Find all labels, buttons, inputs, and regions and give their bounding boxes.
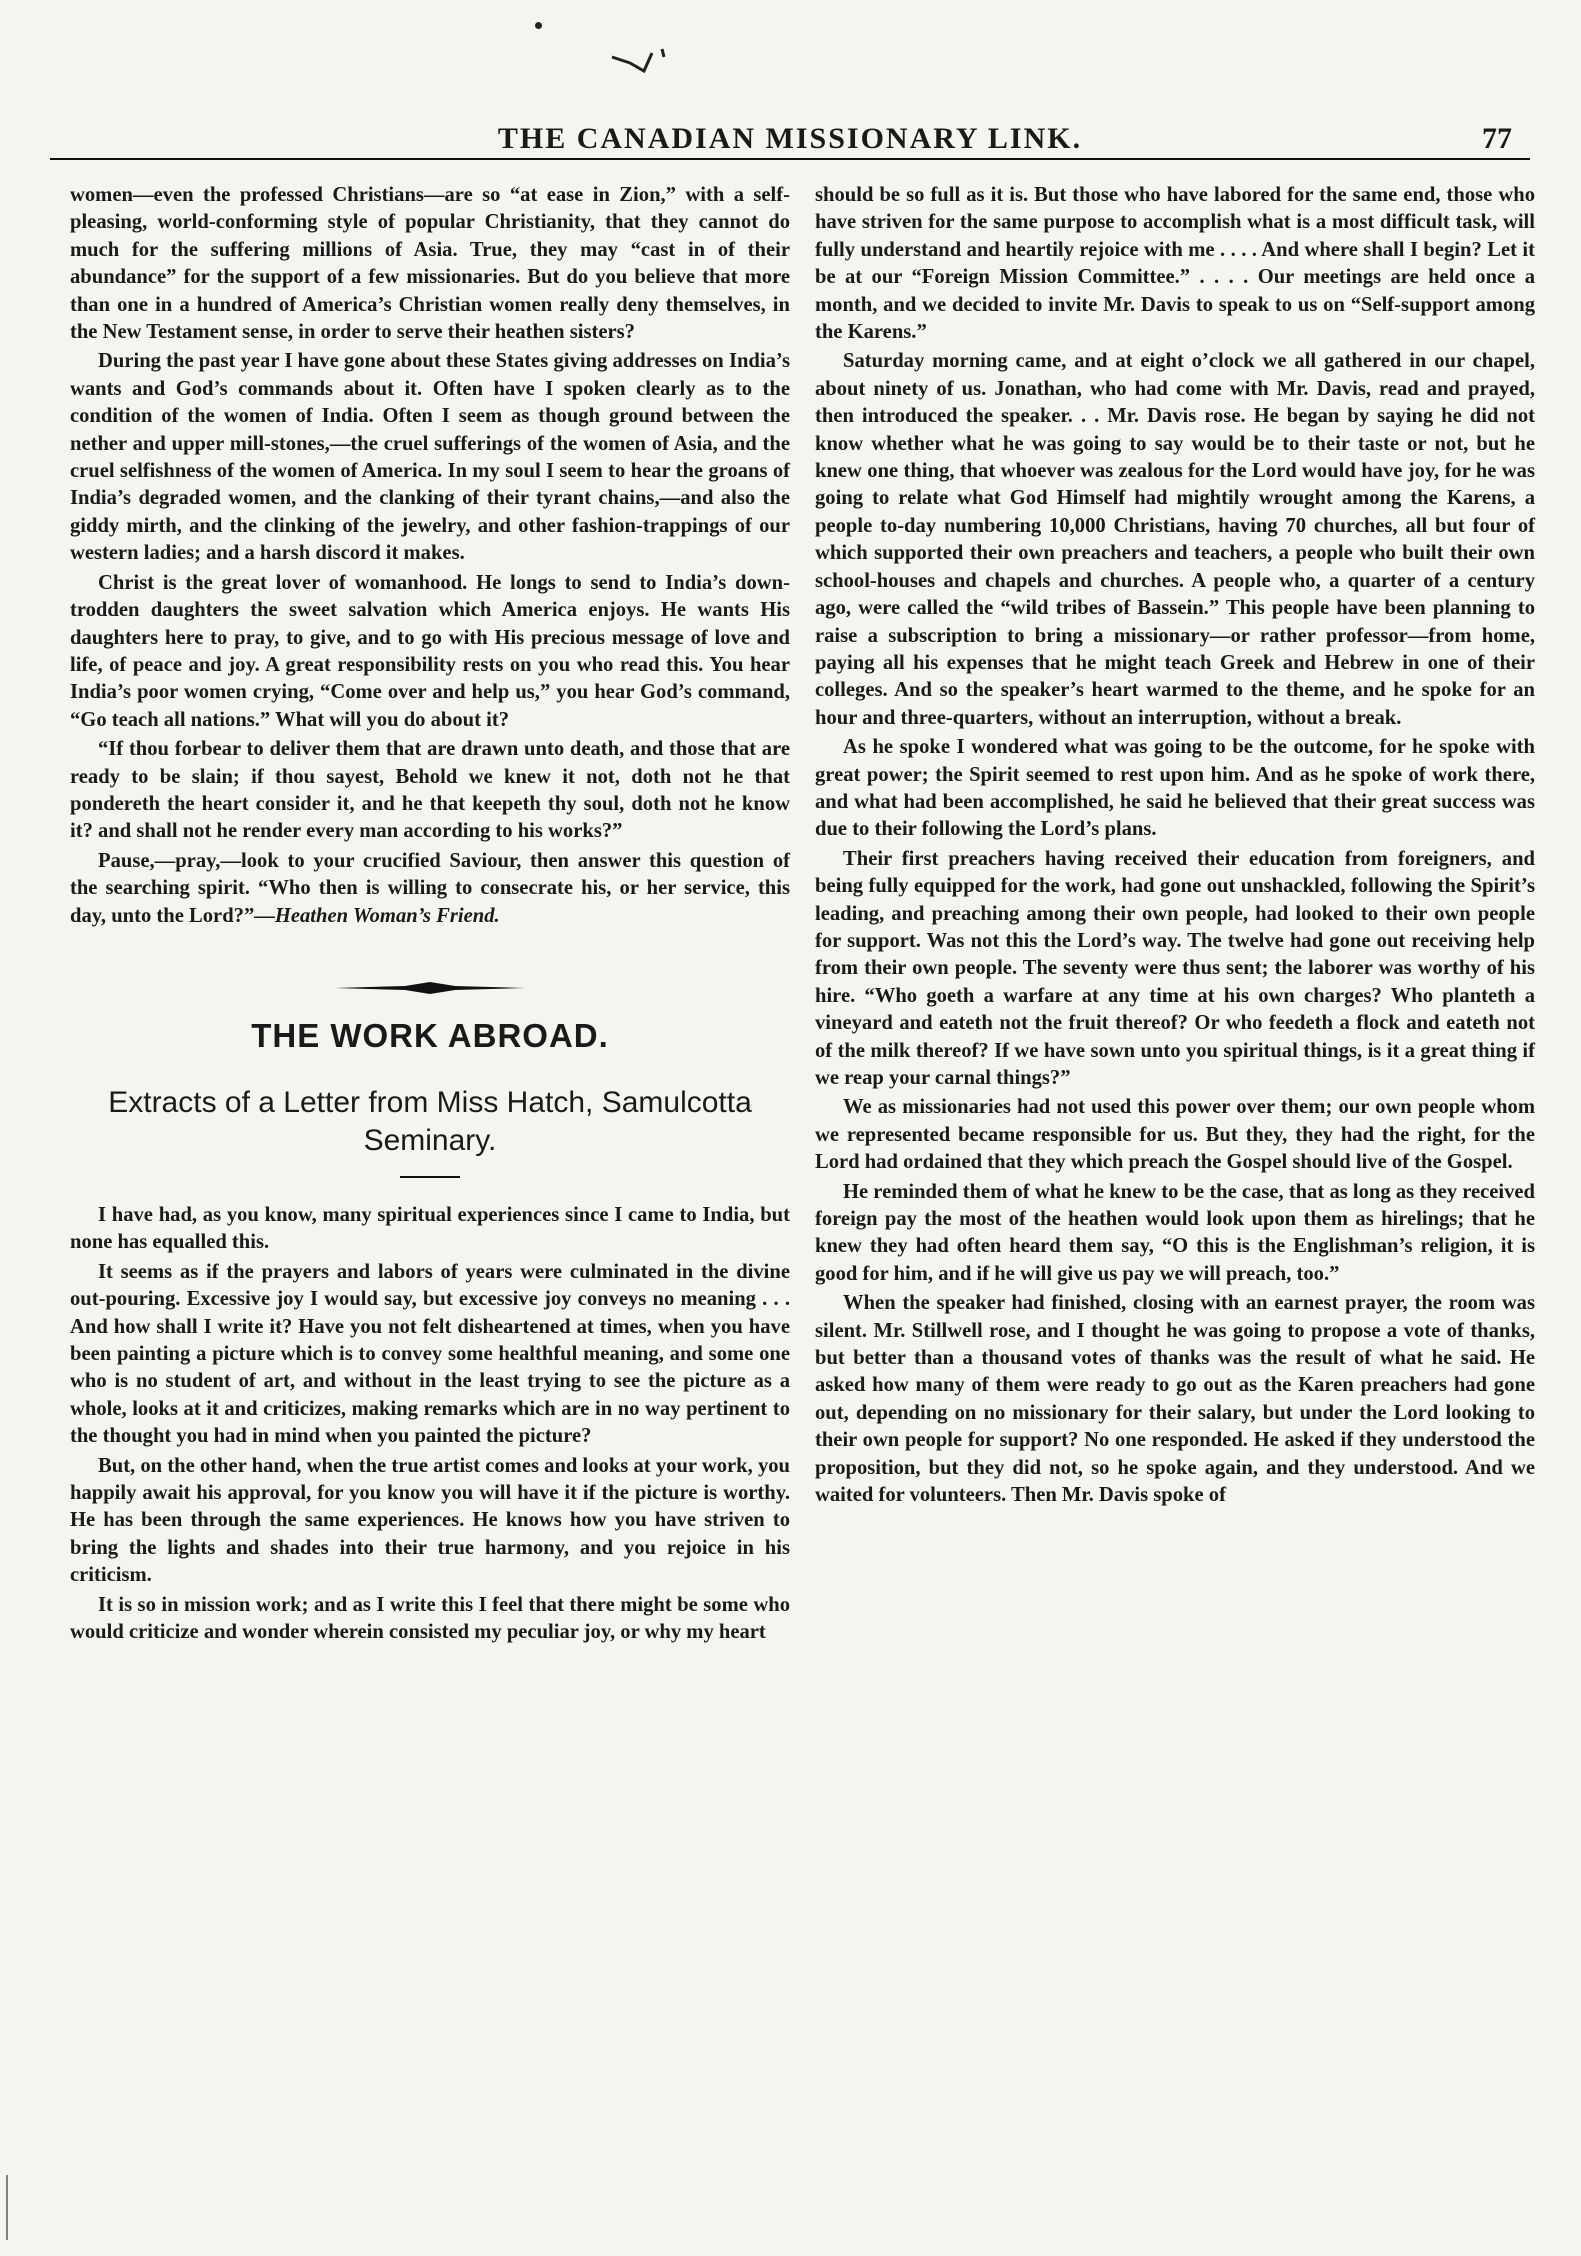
paragraph: He reminded them of what he knew to be the case, that as long as they received foreign pay the most of the heathen would look upon them as hirelings; that he knew they had often heard them say, “O this is the Englishman’s religion, it is good for him, and if he will give us pay we will preach, too.” (815, 1180, 1535, 1285)
paragraph (70, 848, 790, 930)
paragraph: We as missionaries had not used this power over them; our own people whom we represented became responsible for us. But they, they had the right, for the Lord had ordained that they which preach the Gospel should live of the Gospel. (815, 1096, 1535, 1174)
paragraph: Saturday morning came, and at eight o’clock we all gathered in our chapel, about ninety of us. Jonathan, who had come with Mr. Davis, read and prayed, then introduced the speaker. . . Mr. Davis rose. He began by saying he did not know whether what he was going to say would be to their taste or not, but he knew one thing, that whoever was zealous for the Lord would have joy, for he was going to relate what God Himself had mightily wrought among the Karens, a people to-day numbering 10,000 Christians, having 70 churches, all but four of which supported their own preachers and teachers, a people who built their own school-houses and chapels and churches. A people who, a quarter of a century ago, were called the “wild tribes of Bassein.” This people have been planning to raise a subscription to bring a missionary—or rather professor—from home, paying all his expenses that he might teach Greek and Hebrew in one of their colleges. And so the speaker’s heart warmed to the theme, and he spoke for an hour and three-quarters, without an interruption, without a break. (815, 350, 1535, 729)
paragraph: During the past year I have gone about these States giving addresses on India’s wants and God’s commands about it. Often have I spoken clearly as to the condition of the women of India. Often I seem as though ground between the nether and upper mill-stones,—the cruel sufferings of the women of Asia, and the cruel selfishness of the women of America. In my soul I seem to hear the groans of India’s degraded women, and the clanking of their tyrant chains,—and also the giddy mirth, and the clinking of the jewelry, and other fashion-trappings of our western ladies; and a harsh discord it makes. (70, 350, 790, 565)
paragraph: It seems as if the prayers and labors of years were culminated in the divine out-pouring. Excessive joy I would say, but excessive joy conveys no meaning . . . And how shall I write it? Have you not felt disheartened at times, when you have been painting a picture which is to convey some healthful meaning, and some one who is no student of art, and without in the least trying to see the picture as a whole, looks at it and criticizes, making remarks which are in no way pertinent to the thought you had in mind when you painted the picture? (70, 1260, 790, 1448)
section-heading: THE WORK ABROAD. (251, 1016, 609, 1054)
left-column (70, 182, 790, 1646)
paragraph: should be so full as it is. But those who have labored for the same end, those who have striven for the same purpose to accomplish what is a most difficult task, will fully understand and heartily rejoice with me . . . . And where shall I begin? Let it be at our “Foreign Mission Committee.” . . . . Our meetings are held once a month, and we decided to invite Mr. Davis to speak to us on “Self-support among the Karens.” (815, 184, 1535, 344)
article-title: Extracts of a Letter from Miss Hatch, Samulcotta Seminary. (108, 1085, 752, 1157)
margin-mark (6, 2175, 8, 2240)
paragraph: women—even the professed Christians—are so “at ease in Zion,” with a self-pleasing, world-conforming style of popular Christianity, that they cannot do much for the suffering millions of Asia. True, they may “cast in of their abundance” for the support of a few missionaries. But do you believe that more than one in a hundred of America’s Christian women really deny themselves, in the New Testament sense, in order to serve their heathen sisters? (70, 184, 790, 344)
attribution: —Heathen Woman’s Friend. (254, 904, 500, 927)
scan-speck (535, 22, 542, 29)
scripture-quote: “If thou forbear to deliver them that are drawn unto death, and those that are ready to be slain; if thou sayest, Behold we knew it not, doth not he that pondereth the heart consider it, and he that keepeth thy soul, doth not he know it? and shall not he render every man according to his works?” (70, 738, 790, 843)
paragraph: When the speaker had finished, closing with an earnest prayer, the room was silent. Mr. Stillwell rose, and I thought he was going to propose a vote of thanks, but better than a thousand votes of thanks was the result of what he said. He asked how many of them were ready to go out as the Karen preachers had gone out, depending on no missionary for their salary, but under the Lord looking to their own people for support? No one responded. He asked if they understood the proposition, but they did not, so he spoke again, and they understood. And we waited for volunteers. Then Mr. Davis spoke of (815, 1292, 1535, 1507)
ornamental-rule (335, 980, 525, 996)
paragraph: But, on the other hand, when the true artist comes and looks at your work, you happily await his approval, for you know you will have it if the picture is worthy. He has been through the same experiences. He knows how you have striven to bring the lights and shades into their true harmony, and you rejoice in his criticism. (70, 1454, 790, 1587)
scan-scribble (610, 45, 680, 75)
paragraph: Christ is the great lover of womanhood. He longs to send to India’s down-trodden daughters the sweet salvation which America enjoys. He wants His daughters here to pray, to give, and to go with His precious message of love and life, of peace and joy. A great responsibility rests on you who read this. You hear India’s poor women crying, “Come over and help us,” you hear God’s command, “Go teach all nations.” What will you do about it? (70, 571, 790, 731)
journal-title: THE CANADIAN MISSIONARY LINK. (497, 122, 1083, 155)
paragraph: It is so in mission work; and as I write this I feel that there might be some who would criticize and wonder wherein consisted my peculiar joy, or why my heart (70, 1593, 790, 1644)
paragraph-text: Pause,—pray,—look to your crucified Saviour, then answer this question of the searching spirit. “Who then is willing to consecrate his, or her service, this day, unto the Lord?” (70, 849, 790, 927)
right-column (815, 182, 1535, 1510)
page-number: 77 (1482, 122, 1512, 155)
running-head (50, 122, 1530, 160)
paragraph: As he spoke I wondered what was going to be the outcome, for he spoke with great power; the Spirit seemed to rest upon him. And as he spoke of work there, and what had been accomplished, he said he believed that their great success was due to their following the Lord’s plans. (815, 736, 1535, 841)
paragraph: Their first preachers having received their education from foreigners, and being fully equipped for the work, had gone out unshackled, following the Spirit’s leading, and preaching among their own people, had looked to their own people for support. Was not this the Lord’s way. The twelve had gone out receiving help from their own people. The seventy were thus sent; the laborer was worthy of his hire. “Who goeth a warfare at any time at his own charges? Who planteth a vineyard and eateth not the fruit thereof? Or who feedeth a flock and eateth not of the milk thereof? If we have sown unto you spiritual things, is it a great thing if we reap your carnal things?” (815, 847, 1535, 1089)
title-divider (400, 1176, 460, 1178)
paragraph: I have had, as you know, many spiritual experiences since I came to India, but none has equalled this. (70, 1203, 790, 1254)
